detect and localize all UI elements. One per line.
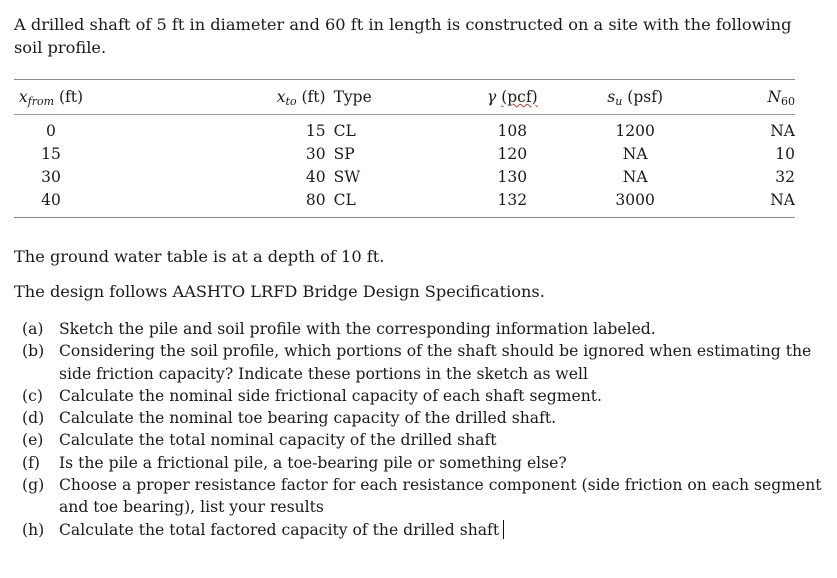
cell-su: NA (622, 145, 648, 163)
list-item (22, 519, 822, 541)
question-letter: (e) (22, 431, 44, 450)
cell-type: SP (333, 145, 355, 163)
design-spec-note: The design follows AASHTO LRFD Bridge Design Specifications. (14, 282, 545, 301)
header-n60: N60 (767, 88, 795, 108)
list-item (22, 452, 822, 474)
cell-x-to: 30 (305, 145, 326, 163)
question-list (22, 318, 822, 541)
table-row (14, 189, 795, 218)
cell-n60: 32 (775, 168, 795, 186)
cell-n60: NA (770, 122, 795, 140)
cell-x-to: 80 (305, 191, 326, 209)
cell-gamma: 132 (497, 191, 528, 209)
question-text: Considering the soil profile, which portions of the shaft should be ignored when estimating the side friction capacity? Indicate these portions in the sketch as well (59, 342, 812, 383)
table-row (14, 115, 795, 144)
header-su: su (psf) (607, 88, 663, 108)
question-letter: (f) (22, 453, 40, 472)
list-item (22, 318, 822, 340)
question-text: Calculate the nominal toe bearing capacity of the drilled shaft. (59, 409, 557, 428)
question-letter: (c) (22, 386, 43, 405)
question-text: Choose a proper resistance factor for each resistance component (side friction on each segment and toe bearing), list your results (59, 476, 822, 517)
problem-intro: A drilled shaft of 5 ft in diameter and 60 ft in length is constructed on a site with the following soil profile. (14, 15, 792, 57)
soil-profile-table (14, 79, 795, 218)
cell-type: CL (333, 191, 356, 209)
cell-x-to: 15 (305, 122, 326, 140)
list-item (22, 340, 822, 385)
cell-x-from: 15 (41, 145, 61, 163)
table-row (14, 166, 795, 189)
header-x-to: xto (ft) (276, 88, 326, 108)
question-text: Calculate the nominal side frictional capacity of each shaft segment. (59, 386, 603, 405)
table-header-row (14, 80, 795, 115)
cell-su: 3000 (615, 191, 655, 209)
cell-gamma: 108 (497, 122, 528, 140)
question-text: Is the pile a frictional pile, a toe-bearing pile or something else? (59, 453, 567, 472)
text-cursor[interactable] (503, 520, 504, 539)
water-table-note: The ground water table is at a depth of 10 ft. (14, 247, 385, 266)
question-text: Calculate the total nominal capacity of the drilled shaft (59, 431, 497, 450)
list-item (22, 407, 822, 429)
cell-type: SW (333, 168, 361, 186)
cell-type: CL (333, 122, 356, 140)
header-gamma: γ (pcf) (487, 88, 538, 106)
table-row (14, 143, 795, 166)
cell-x-from: 0 (46, 122, 56, 140)
cell-x-from: 40 (41, 191, 61, 209)
cell-x-from: 30 (41, 168, 61, 186)
header-x-from: xfrom (ft) (18, 88, 84, 108)
question-letter: (a) (22, 320, 44, 338)
cell-su: NA (622, 168, 648, 186)
question-text: Calculate the total factored capacity of the drilled shaft (59, 520, 500, 539)
question-text: Sketch the pile and soil profile with the corresponding information labeled. (59, 320, 656, 338)
cell-gamma: 130 (497, 168, 528, 186)
list-item (22, 385, 822, 407)
question-letter: (h) (22, 520, 45, 539)
question-letter: (g) (22, 476, 45, 495)
cell-x-to: 40 (305, 168, 326, 186)
cell-n60: 10 (775, 145, 795, 163)
list-item (22, 429, 822, 451)
cell-su: 1200 (615, 122, 655, 140)
cell-n60: NA (770, 191, 795, 209)
question-letter: (b) (22, 342, 45, 361)
header-type: Type (333, 88, 372, 106)
question-letter: (d) (22, 409, 45, 428)
list-item (22, 474, 822, 519)
cell-gamma: 120 (497, 145, 528, 163)
